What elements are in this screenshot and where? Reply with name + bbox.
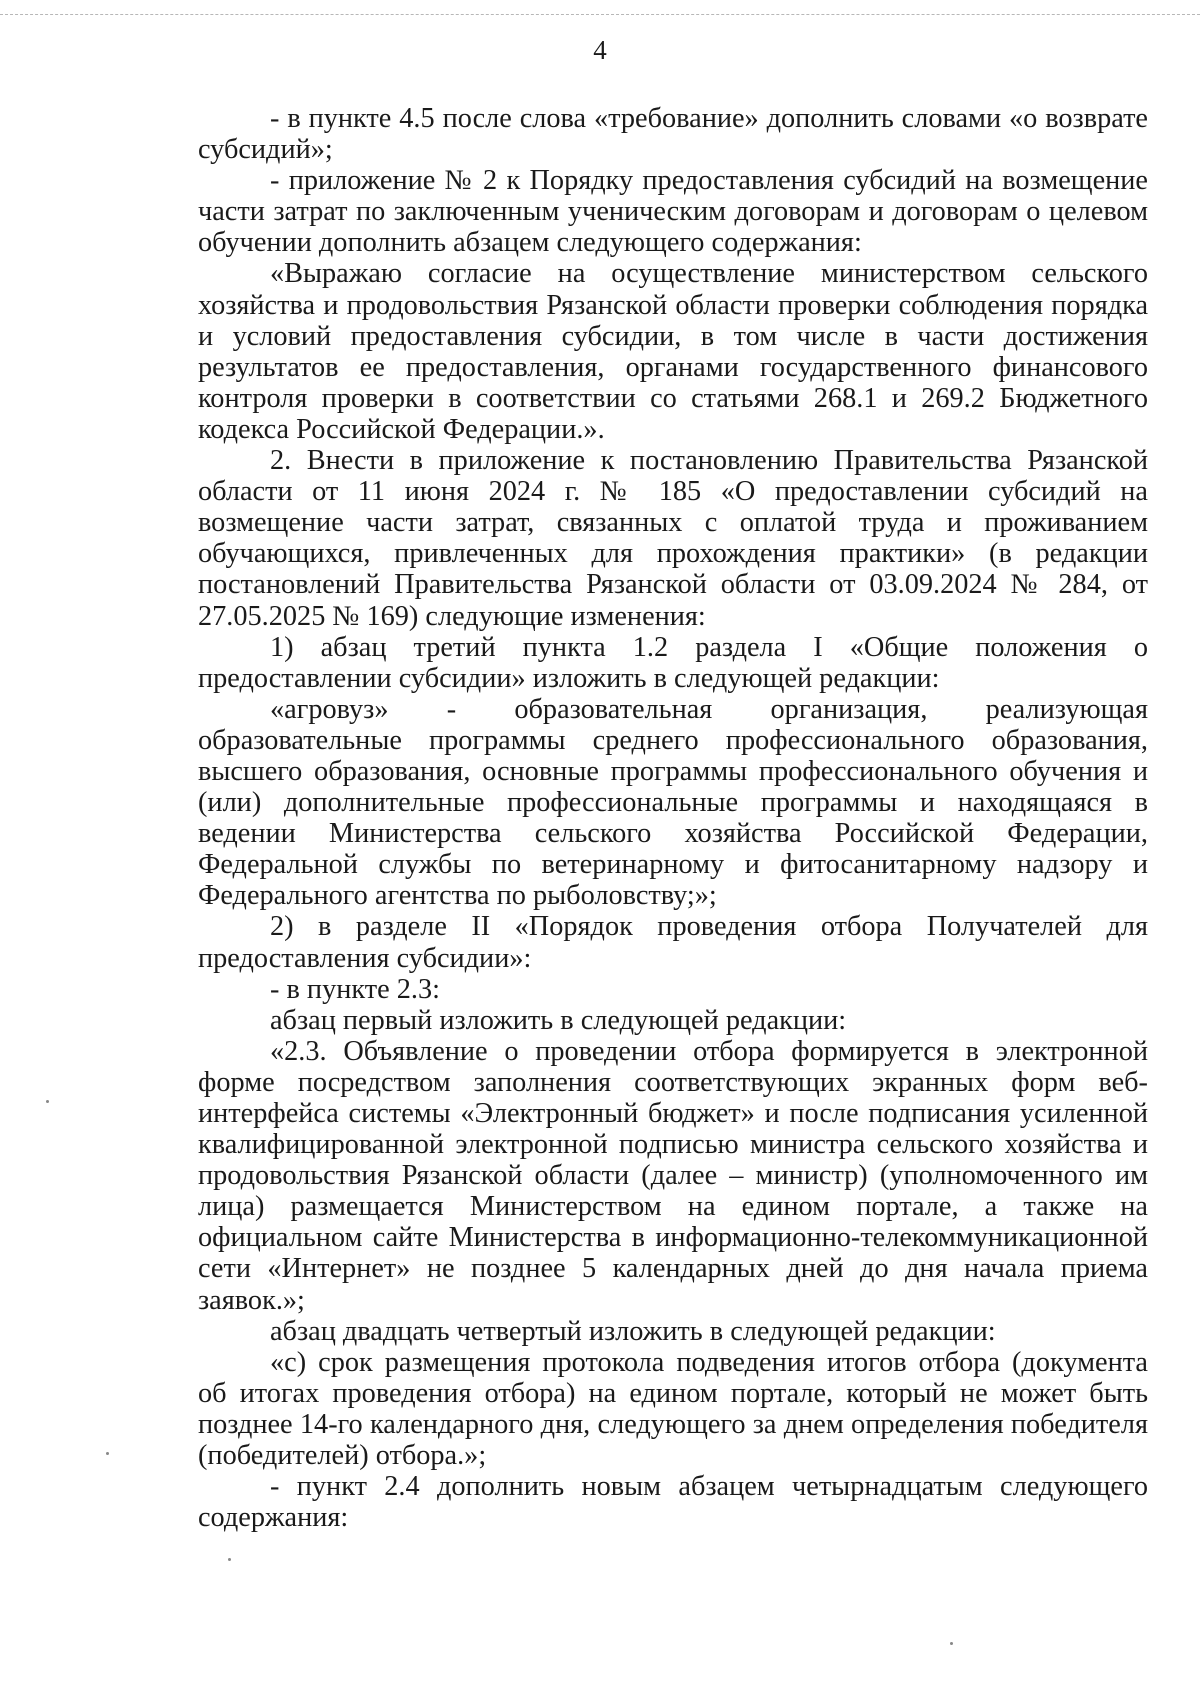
- paragraph-9: абзац первый изложить в следующей редакции:: [270, 1004, 847, 1036]
- paragraph-13: - пункт 2.4 дополнить новым абзацем четырнадцатым следующего содержания:: [198, 1471, 1148, 1534]
- paragraph-11: абзац двадцать четвертый изложить в следующей редакции:: [270, 1315, 996, 1347]
- paragraph-12: «с) срок размещения протокола подведения итогов отбора (документа об итогах проведения отбора) на едином портале, который не может быть позднее 14-го календарного дня, следующего за днем определения победителя (победителей) отбора.»;: [198, 1346, 1148, 1472]
- paragraph-8: - в пункте 2.3:: [270, 973, 440, 1005]
- scan-edge-artifact: [0, 14, 1200, 19]
- scan-speck: [106, 1452, 109, 1455]
- document-body: [198, 103, 1148, 1533]
- scan-speck: [46, 1100, 49, 1103]
- scan-speck: [228, 1558, 231, 1561]
- page-number: 4: [593, 35, 607, 65]
- paragraph-2: - приложение № 2 к Порядку предоставления субсидий на возмещение части затрат по заключенным ученическим договорам и договорам о целевом обучении дополнить абзацем следующего содержания:: [198, 165, 1148, 259]
- paragraph-4: 2. Внести в приложение к постановлению Правительства Рязанской области от 11 июня 2024 г. № 185 «О предоставлении субсидий на возмещение части затрат, связанных с оплатой труда и проживанием обучающихся, привлеченных для прохождения практики» (в редакции постановлений Правительства Рязанской области от 03.09.2024 № 284, от 27.05.2025 № 169) следующие изменения:: [198, 445, 1148, 632]
- paragraph-7: 2) в разделе II «Порядок проведения отбора Получателей для предоставления субсидии»:: [198, 911, 1148, 974]
- scan-speck: [950, 1642, 953, 1645]
- paragraph-5: 1) абзац третий пункта 1.2 раздела I «Общие положения о предоставлении субсидии» изложить в следующей редакции:: [198, 631, 1148, 694]
- paragraph-1: - в пункте 4.5 после слова «требование» дополнить словами «о возврате субсидий»;: [198, 103, 1148, 166]
- paragraph-3: «Выражаю согласие на осуществление министерством сельского хозяйства и продовольствия Рязанской области проверки соблюдения порядка и условий предоставления субсидии, в том числе в части достижения результатов ее предоставления, органами государственного финансового контроля проверки в соответствии со статьями 268.1 и 269.2 Бюджетного кодекса Российской Федерации.».: [198, 258, 1148, 445]
- paragraph-6: «агровуз» - образовательная организация, реализующая образовательные программы среднего профессионального образования, высшего образования, основные программы профессионального обучения и (или) дополнительные профессиональные программы и находящаяся в ведении Министерства сельского хозяйства Российской Федерации, Федеральной службы по ветеринарному и фитосанитарному надзору и Федерального агентства по рыболовству;»;: [198, 693, 1148, 912]
- paragraph-10: «2.3. Объявление о проведении отбора формируется в электронной форме посредством заполнения соответствующих экранных форм веб-интерфейса системы «Электронный бюджет» и после подписания усиленной квалифицированной электронной подписью министра сельского хозяйства и продовольствия Рязанской области (далее – министр) (уполномоченного им лица) размещается Министерством на едином портале, а также на официальном сайте Министерства в информационно-телекоммуникационной сети «Интернет» не позднее 5 календарных дней до дня начала приема заявок.»;: [198, 1035, 1148, 1316]
